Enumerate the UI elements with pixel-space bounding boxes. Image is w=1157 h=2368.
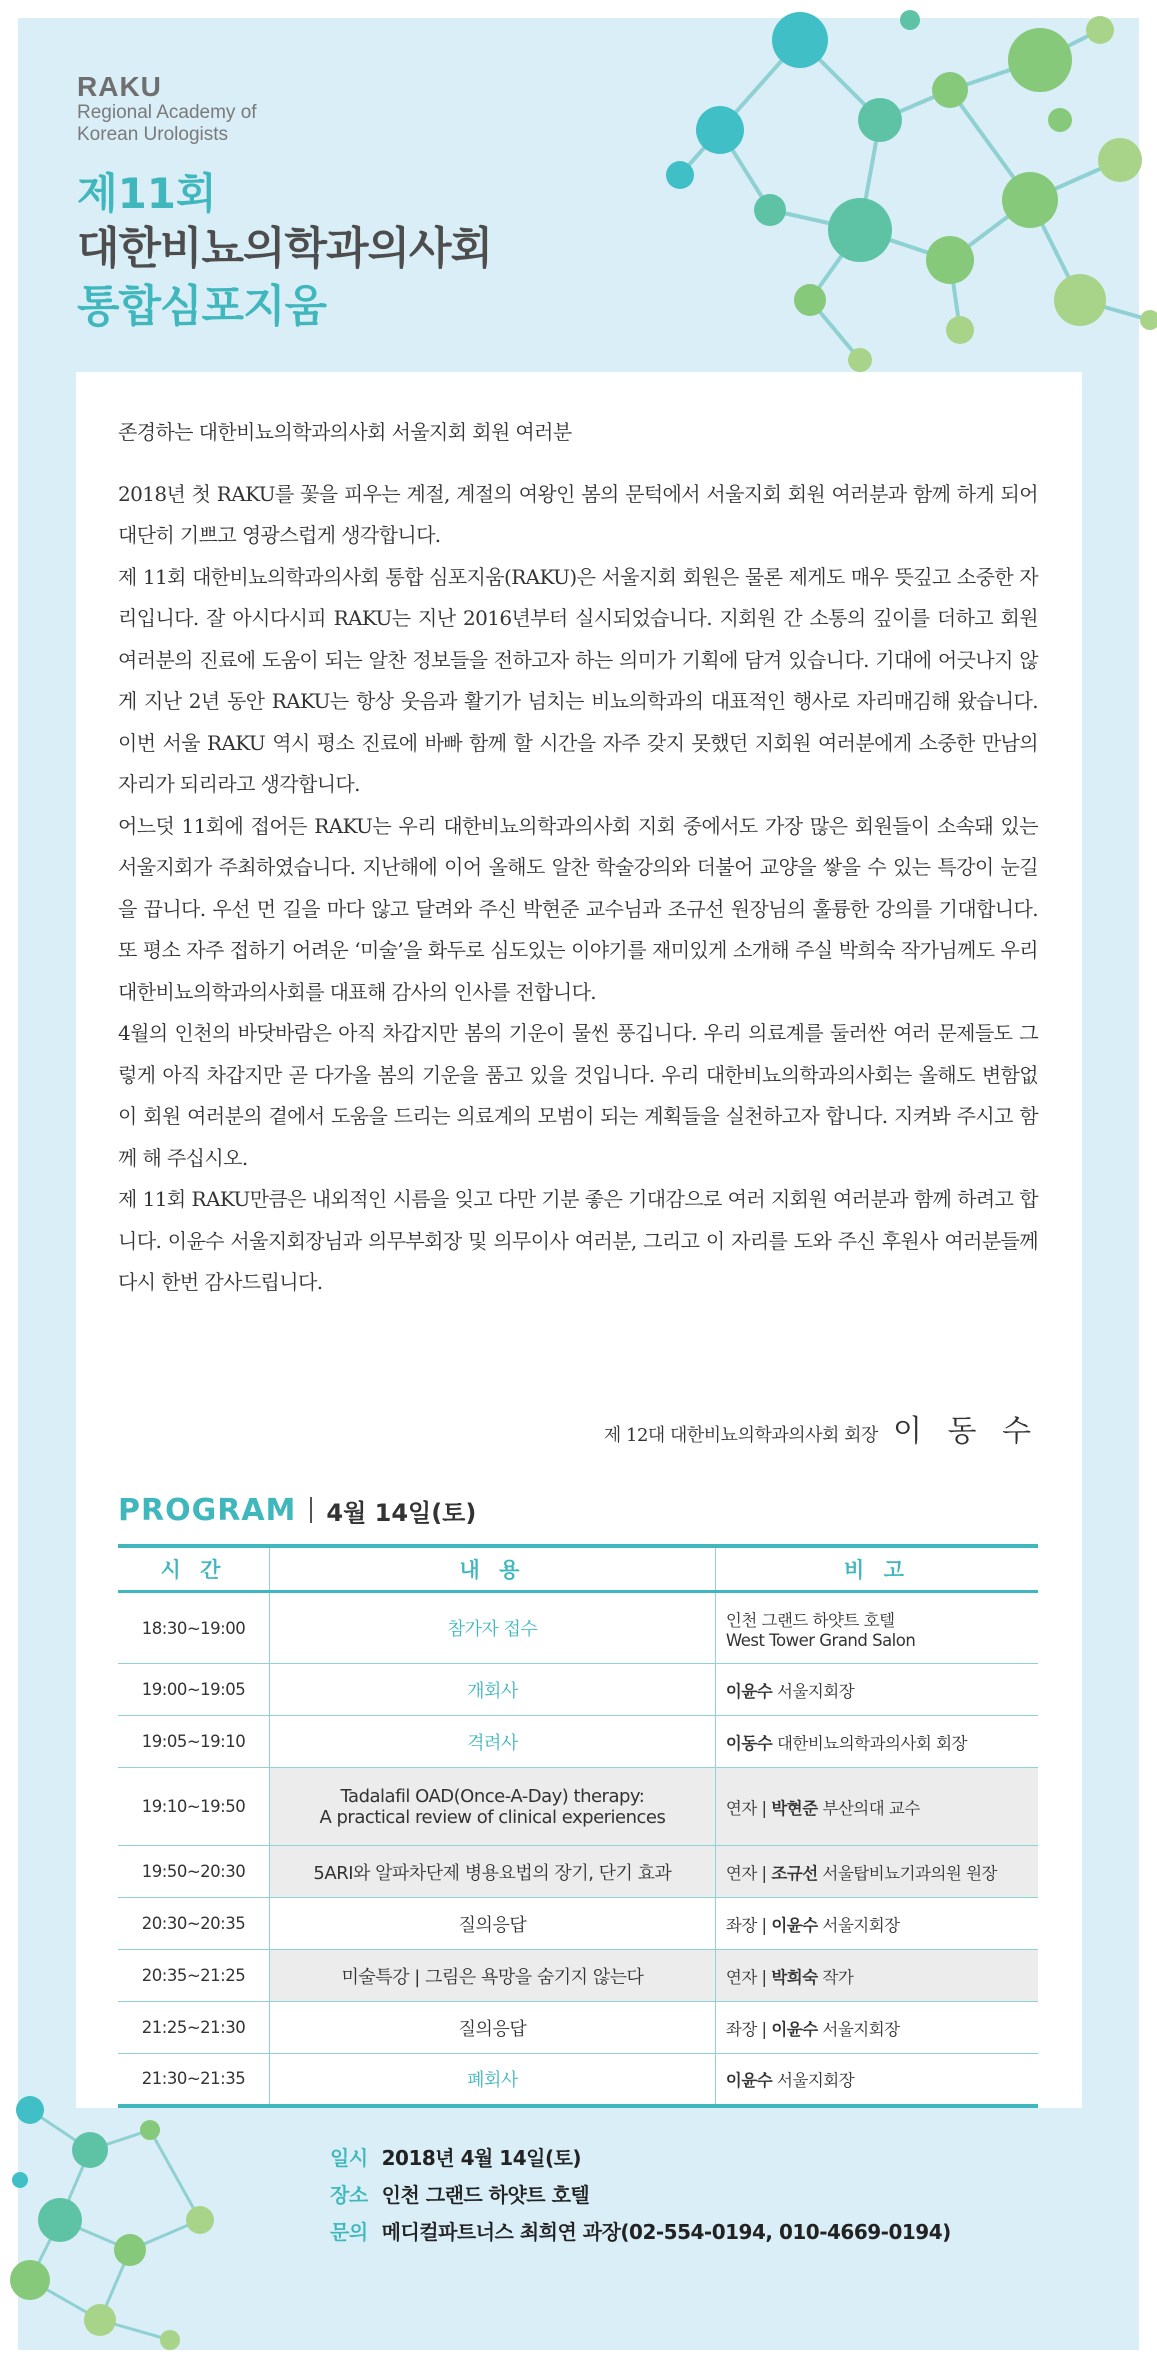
row-time: 21:25~21:30	[118, 2002, 269, 2054]
table-row	[118, 1664, 1038, 1716]
letter-paragraph: 어느덧 11회에 접어든 RAKU는 우리 대한비뇨의학과의사회 지회 중에서도 가장 많은 회원들이 소속돼 있는 서울지회가 주최하였습니다. 지난해에 이어 올해도 알찬 학술강의와 더불어 교양을 쌓을 수 있는 특강이 눈길을 끕니다. 우선 먼 길을 마다 않고 달려와 주신 박현준 교수님과 조규선 원장님의 훌륭한 강의를 기대합니다. 또 평소 자주 접하기 어려운 ‘미술’을 화두로 심도있는 이야기를 재미있게 소개해 주실 박희숙 작가님께도 우리 대한비뇨의학과의사회를 대표해 감사의 인사를 전합니다.	[118, 813, 1038, 1004]
row-time: 18:30~19:00	[118, 1592, 269, 1664]
letter-paragraph: 제 11회 RAKU만큼은 내외적인 시름을 잊고 다만 기분 좋은 기대감으로 여러 지회원 여러분과 함께 하려고 합니다. 이윤수 서울지회장님과 의무부회장 및 의무이사 여러분, 그리고 이 자리를 도와 주신 후원사 여러분들께 다시 한번 감사드립니다.	[118, 1187, 1038, 1294]
note-name: 조규선	[771, 1863, 818, 1883]
note-role: 연자 |	[725, 1967, 772, 1987]
table-row	[118, 1846, 1038, 1898]
row-note	[715, 1768, 1038, 1846]
row-note	[715, 1664, 1038, 1716]
row-note	[715, 2002, 1038, 2054]
row-content: 폐회사	[269, 2054, 715, 2106]
note-name: 이동수	[725, 1733, 773, 1753]
program-heading	[118, 1488, 476, 1532]
title-symposium: 통합심포지움	[77, 281, 327, 332]
molecule-network-decoration-top-icon	[560, 0, 1157, 410]
note-affiliation: 부산의대 교수	[822, 1798, 920, 1818]
row-content: 5ARI와 알파차단제 병용요법의 장기, 단기 효과	[269, 1846, 715, 1898]
signature-name: 이 동 수	[892, 1414, 1039, 1449]
event-date	[330, 2140, 951, 2177]
table-row	[118, 2002, 1038, 2054]
row-content-line2: A practical review of clinical experiences	[319, 1806, 666, 1828]
row-note	[715, 1592, 1038, 1664]
row-note	[715, 1846, 1038, 1898]
row-note	[715, 1950, 1038, 2002]
table-row	[118, 1716, 1038, 1768]
event-contact	[330, 2214, 951, 2251]
letter-salutation: 존경하는 대한비뇨의학과의사회 서울지회 회원 여러분	[118, 420, 572, 444]
table-row	[118, 1898, 1038, 1950]
note-name: 이윤수	[725, 1681, 773, 1701]
row-note	[715, 1898, 1038, 1950]
table-row	[118, 1950, 1038, 2002]
note-name: 이윤수	[771, 2019, 818, 2039]
program-schedule-table	[118, 1544, 1038, 2108]
table-row	[118, 2054, 1038, 2106]
row-content: 미술특강 | 그림은 욕망을 숨기지 않는다	[269, 1950, 715, 2002]
molecule-network-decoration-bottom-icon	[0, 2080, 240, 2368]
note-role: 좌장 |	[725, 1915, 772, 1935]
note-venue: 인천 그랜드 하얏트 호텔	[725, 1610, 895, 1630]
column-header-note: 비 고	[715, 1546, 1038, 1592]
row-time: 19:10~19:50	[118, 1768, 269, 1846]
note-affiliation: 서울지회장	[776, 1681, 855, 1701]
row-time: 20:35~21:25	[118, 1950, 269, 2002]
note-role: 좌장 |	[725, 2019, 772, 2039]
note-affiliation: 서울탑비뇨기과의원 원장	[822, 1863, 997, 1883]
row-time: 20:30~20:35	[118, 1898, 269, 1950]
note-name: 박희숙	[771, 1967, 818, 1987]
table-row	[118, 1768, 1038, 1846]
note-affiliation: 서울지회장	[822, 1915, 900, 1935]
program-date: 4월 14일(토)	[326, 1498, 477, 1527]
event-place	[330, 2177, 951, 2214]
title-association: 대한비뇨의학과의사회	[77, 223, 493, 274]
row-time: 19:50~20:30	[118, 1846, 269, 1898]
row-time: 19:00~19:05	[118, 1664, 269, 1716]
row-content: 참가자 접수	[269, 1592, 715, 1664]
event-contact-label: 문의	[330, 2220, 368, 2244]
note-affiliation: 서울지회장	[822, 2019, 900, 2039]
note-role: 연자 |	[725, 1798, 772, 1818]
note-name: 이윤수	[771, 1915, 818, 1935]
row-content: 질의응답	[269, 2002, 715, 2054]
row-note	[715, 2054, 1038, 2106]
greeting-letter	[118, 412, 1038, 1304]
signature-title: 제 12대 대한비뇨의학과의사회 회장	[603, 1425, 878, 1446]
heading-divider	[310, 1497, 312, 1523]
table-row	[118, 1592, 1038, 1664]
org-name-line1: Regional Academy of	[77, 102, 257, 123]
letter-paragraph: 4월의 인천의 바닷바람은 아직 차갑지만 봄의 기운이 물씬 풍깁니다. 우리 의료계를 둘러싼 여러 문제들도 그렇게 아직 차갑지만 곧 다가올 봄의 기운을 품고 있을 것입니다. 우리 대한비뇨의학과의사회는 올해도 변함없이 회원 여러분의 곁에서 도움을 드리는 의료계의 모범이 되는 계획들을 실천하고자 합니다. 지켜봐 주시고 함께 해 주십시오.	[118, 1021, 1038, 1170]
row-time: 19:05~19:10	[118, 1716, 269, 1768]
table-header-row	[118, 1546, 1038, 1592]
event-contact-value: 메디컬파트너스 최희연 과장(02-554-0194, 010-4669-0194)	[381, 2220, 951, 2244]
row-content: 개회사	[269, 1664, 715, 1716]
org-acronym: RAKU	[77, 71, 162, 102]
row-content	[269, 1768, 715, 1846]
note-role: 연자 |	[725, 1863, 772, 1883]
column-header-time: 시 간	[118, 1546, 269, 1592]
program-label: PROGRAM	[118, 1492, 297, 1528]
column-header-content: 내 용	[269, 1546, 715, 1592]
note-hall: West Tower Grand Salon	[725, 1630, 916, 1650]
note-name: 이윤수	[725, 2070, 773, 2090]
org-name-line2: Korean Urologists	[77, 124, 229, 145]
header	[77, 72, 492, 336]
title-edition: 제11회	[77, 169, 217, 218]
event-date-label: 일시	[330, 2146, 368, 2170]
letter-paragraph: 제 11회 대한비뇨의학과의사회 통합 심포지움(RAKU)은 서울지회 회원은 물론 제게도 매우 뜻깊고 소중한 자리입니다. 잘 아시다시피 RAKU는 지난 2016년부터 실시되었습니다. 지회원 간 소통의 깊이를 더하고 회원 여러분의 진료에 도움이 되는 알찬 정보들을 전하고자 하는 의미가 기획에 담겨 있습니다. 기대에 어긋나지 않게 지난 2년 동안 RAKU는 항상 웃음과 활기가 넘치는 비뇨의학과의 대표적인 행사로 자리매김해 왔습니다. 이번 서울 RAKU 역시 평소 진료에 바빠 함께 할 시간을 자주 갖지 못했던 지회원 여러분에게 소중한 만남의 자리가 되리라고 생각합니다.	[118, 564, 1038, 796]
note-name: 박현준	[771, 1798, 818, 1818]
event-place-label: 장소	[330, 2183, 368, 2207]
note-affiliation: 서울지회장	[776, 2070, 855, 2090]
note-affiliation: 작가	[822, 1967, 854, 1987]
row-note	[715, 1716, 1038, 1768]
event-date-value: 2018년 4월 14일(토)	[381, 2146, 582, 2170]
row-content-line1: Tadalafil OAD(Once-A-Day) therapy:	[340, 1785, 645, 1807]
row-content: 격려사	[269, 1716, 715, 1768]
row-content: 질의응답	[269, 1898, 715, 1950]
event-place-value: 인천 그랜드 하얏트 호텔	[381, 2183, 590, 2207]
letter-signature	[604, 1406, 1039, 1450]
note-affiliation: 대한비뇨의학과의사회 회장	[776, 1733, 967, 1753]
event-info	[330, 2140, 951, 2251]
letter-paragraph: 2018년 첫 RAKU를 꽃을 피우는 계절, 계절의 여왕인 봄의 문턱에서 서울지회 회원 여러분과 함께 하게 되어 대단히 기쁘고 영광스럽게 생각합니다.	[118, 481, 1038, 547]
row-time: 21:30~21:35	[118, 2054, 269, 2106]
